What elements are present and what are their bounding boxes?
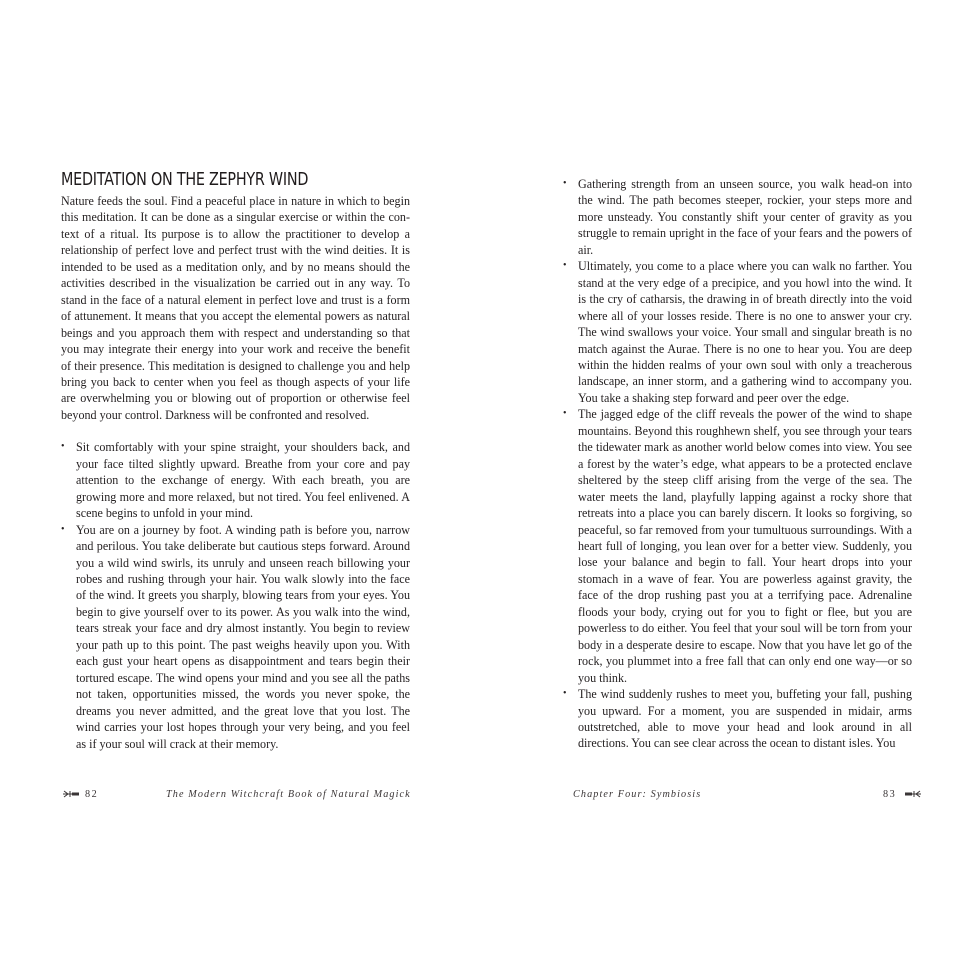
page-number: 83: [883, 789, 897, 800]
list-item-text: Ultimately, you come to a place where you can walk no farther. You stand at the very edge of a precipice, and you howl into the wind. It is the cry of catharsis, the drawing in of breath directly into the void where all of your losses reside. There is no one to answer your cry. The wind swallows your voice. Your small and singular breath is no match against the Aurae. There is no one to hear you. You are deep within the hidden realms of your own soul with only a treacherous landscape, an inner storm, and a gathering wind to accompany you. You take a shaking step forward and peer over the edge.: [578, 259, 912, 405]
bullet-icon: •: [563, 408, 567, 420]
running-head: The Modern Witchcraft Book of Natural Magick: [166, 789, 411, 800]
list-item-text: The wind suddenly rushes to meet you, buffeting your fall, pushing you upward. For a moment, you are suspended in midair, arms outstretched, able to move your head and look around in all directions. You can see clear across the ocean to distant isles. You: [578, 687, 912, 751]
list-item: [563, 176, 912, 258]
meditation-steps-list: [563, 176, 912, 752]
list-item-text: The jagged edge of the cliff reveals the power of the wind to shape mountains. Beyond this roughhewn shelf, you see through your tears the tidewater mark as another world below comes into view. You see a forest by the water’s edge, what appears to be a protected enclave sheltered by the steep cliff arising from the verge of the sea. The water meets the land, playfully lapping against a rocky shore that retreats into a place you can barely discern. It looks so forgiving, so peaceful, so far removed from your tumultuous surroundings. With a heart full of longing, you lean over for a better view. Suddenly, you lose your balance and begin to fall. Your heart drops into your stomach in a wave of fear. You are powerless against gravity, the face of the drop rushing past you at a terrifying pace. Adrenaline floods your body, crying out for you to fight or flee, but you are powerless to do either. You feel that your soul will be torn from your body in a desperate desire to escape. Now that you have let go of the rock, you plummet into a free fall that can only end one way—or so you think.: [578, 407, 912, 685]
page-number: 82: [85, 789, 99, 800]
running-head: Chapter Four: Symbiosis: [573, 789, 702, 800]
section-heading: MEDITATION ON THE ZEPHYR WIND: [61, 170, 309, 190]
list-item: [563, 258, 912, 406]
right-page-column: [563, 176, 912, 752]
left-page-column: [61, 168, 410, 752]
arrow-fleuron-left-icon: [62, 789, 80, 805]
arrow-fleuron-right-icon: [904, 789, 922, 805]
intro-paragraph: Nature feeds the soul. Find a peaceful place in nature in which to begin this meditation. It can be done as a singular exercise or within the context of a ritual. Its purpose is to allow the practitioner to develop a relationship of perfect love and perfect trust with the wind deities. It is intended to be used as a meditation only, and by no means should the activities described in the visualization be carried out in any way. To stand in the face of a natural element in perfect love and trust is a form of attunement. It means that you accept the elemental powers as natural beings and you approach them with respect and understanding so that you may integrate their energy into your work and receive the benefit of their presence. This meditation is designed to challenge you and help bring you back to center when you feel as though aspects of your life are overwhelming you or blowing out of proportion or otherwise feel beyond your control. Darkness will be confronted and resolved.: [61, 194, 410, 422]
list-item: [563, 406, 912, 686]
bullet-icon: •: [61, 523, 65, 535]
list-item: [61, 522, 410, 752]
meditation-steps-list: [61, 439, 410, 752]
list-item: [563, 686, 912, 752]
list-item-text: Gathering strength from an unseen source, you walk head-on into the wind. The path becomes steeper, rockier, your steps more and more unsteady. You constantly shift your center of gravity as you struggle to remain upright in the face of your fears and the powers of air.: [578, 177, 912, 257]
list-item: [61, 439, 410, 521]
list-item-text: Sit comfortably with your spine straight, your shoulders back, and your face tilted slightly upward. Breathe from your core and pay attention to the exchange of energy. With each breath, you are growing more and more relaxed, but not tired. You feel enlivened. A scene begins to unfold in your mind.: [76, 440, 410, 521]
right-page: [490, 0, 980, 980]
bullet-icon: •: [563, 688, 567, 700]
list-item-text: You are on a journey by foot. A winding path is before you, narrow and perilous. You take deliberate but cautious steps forward. Around you a wild wind swirls, its unruly and unseen reach billowing your robes and rushing through your hair. You walk slowly into the face of the wind. It greets you sharply, blowing tears from your eyes. You begin to give yourself over to its power. As you walk into the wind, tears streak your face and dry almost instantly. You begin to review your path up to this point. The past weighs heavily upon you. With each gust your heart opens as disappointment and tears begin their tortured escape. The wind opens your mind and you see all the paths not taken, opportunities missed, the words you never spoke, the dreams you never admitted, and the great love that you lost. The wind carries your lost hopes through your very being, and you feel as if your soul will crack at their memory.: [76, 522, 410, 751]
bullet-icon: •: [563, 260, 567, 272]
bullet-icon: •: [61, 441, 65, 453]
bullet-icon: •: [563, 178, 567, 189]
